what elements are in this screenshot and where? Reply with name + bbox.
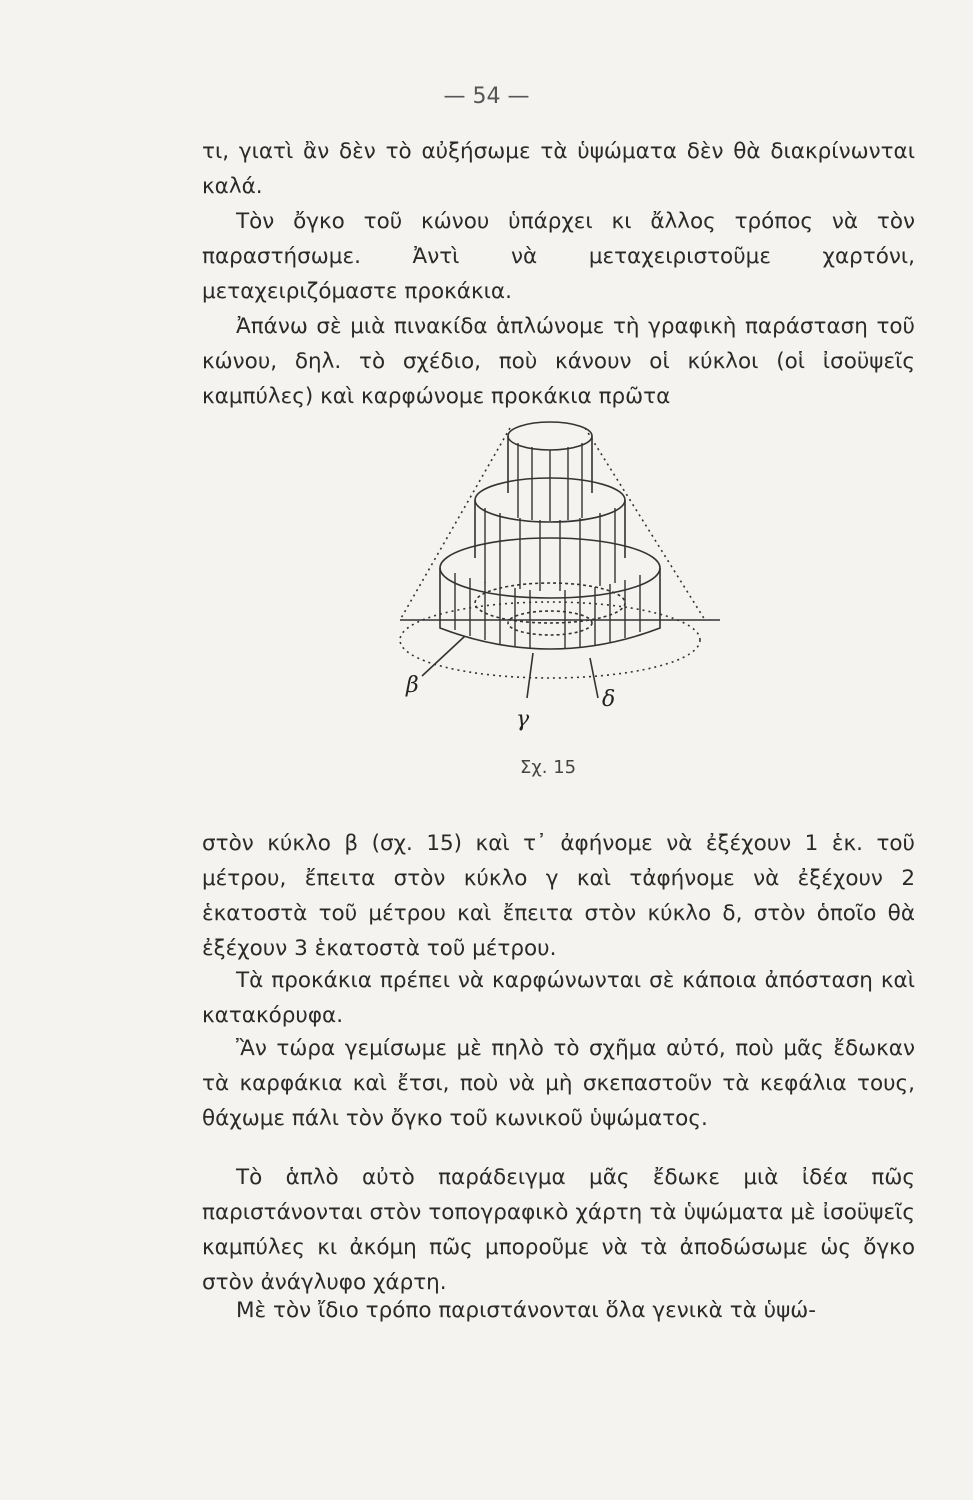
tier-delta-top <box>508 422 592 450</box>
figure-caption: Σχ. 15 <box>520 757 577 778</box>
pointer-delta <box>590 658 598 698</box>
label-delta: δ <box>602 687 616 712</box>
paragraph-8: Μὲ τὸν ἴδιο τρόπο παριστάνονται ὅλα γενικὰ τὰ ὑψώ- <box>236 1298 817 1323</box>
paragraph-5: Τὰ προκάκια πρέπει νὰ καρφώνωνται σὲ κάποια ἀπόσταση καὶ κατακόρυφα. <box>202 968 915 1028</box>
tier-beta-top <box>440 538 660 598</box>
pins <box>455 443 640 648</box>
tier-beta-wall <box>440 568 660 649</box>
base-ellipse <box>400 602 700 678</box>
paragraph-6: Ἂν τώρα γεμίσωμε μὲ πηλὸ τὸ σχῆμα αὐτό, ποὺ μᾶς ἔδωκαν τὰ καρφάκια καὶ ἔτσι, ποὺ νὰ μὴ σκεπαστοῦν τὰ κεφάλια τους, θάχωμε πάλι τὸν ὄγκο τοῦ κωνικοῦ ὑψώματος. <box>202 1036 915 1131</box>
label-gamma: γ <box>516 707 530 732</box>
cone-pin-diagram <box>360 408 740 748</box>
paragraph-7: Τὸ ἁπλὸ αὐτὸ παράδειγμα μᾶς ἔδωκε μιὰ ἰδέα πῶς παριστάνονται στὸν τοπογραφικὸ χάρτη τὰ ὑψώματα μὲ ἰσοϋψεῖς καμπύλες κι ἀκόμη πῶς μποροῦμε νὰ τὰ ἀποδώσωμε ὡς ὄγκο στὸν ἀνάγλυφο χάρτη. <box>202 1165 915 1295</box>
figure-15 <box>360 408 740 748</box>
paragraph-2: Τὸν ὄγκο τοῦ κώνου ὑπάρχει κι ἄλλος τρόπος νὰ τὸν παραστήσωμε. Ἀντὶ νὰ μεταχειριστοῦμε χαρτόνι, μεταχειριζόμαστε προκάκια. <box>202 209 915 304</box>
pointer-gamma <box>527 653 533 698</box>
page-number: — 54 — <box>443 84 530 109</box>
paragraph-1: τι, γιατὶ ἂν δὲν τὸ αὐξήσωμε τὰ ὑψώματα δὲν θὰ διακρίνωνται καλά. <box>202 139 915 199</box>
paragraph-4: στὸν κύκλο β (σχ. 15) καὶ τ᾿ ἀφήνομε νὰ ἐξέχουν 1 ἑκ. τοῦ μέτρου, ἔπειτα στὸν κύκλο γ καὶ τἀφήνομε νὰ ἐξέχουν 2 ἑκατοστὰ τοῦ μέτρου καὶ ἔπειτα στὸν κύκλο δ, στὸν ὁποῖο θὰ ἐξέχουν 3 ἑκατοστὰ τοῦ μέτρου. <box>202 831 915 961</box>
paragraph-3: Ἀπάνω σὲ μιὰ πινακίδα ἁπλώνομε τὴ γραφικὴ παράσταση τοῦ κώνου, δηλ. τὸ σχέδιο, ποὺ κάνουν οἱ κύκλοι (οἱ ἰσοϋψεῖς καμπύλες) καὶ καρφώνομε προκάκια πρῶτα <box>202 314 915 409</box>
label-beta: β <box>406 673 419 698</box>
